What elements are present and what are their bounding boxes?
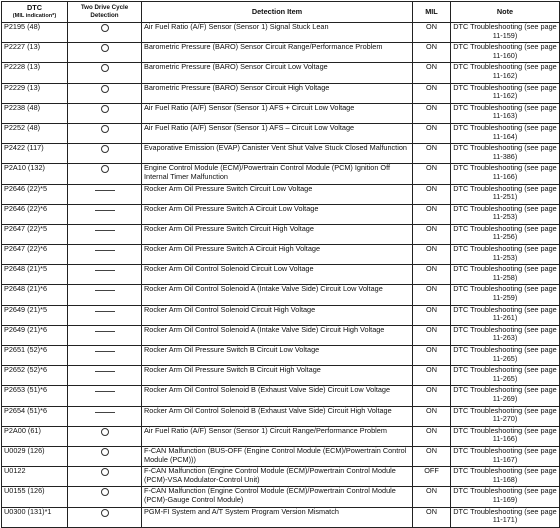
circle-icon — [101, 509, 109, 517]
dash-icon — [95, 331, 115, 332]
table-row — [2, 103, 560, 123]
cell-dtc: U0155 (126) — [2, 487, 68, 507]
table-row — [2, 184, 560, 204]
circle-icon — [101, 488, 109, 496]
cell-detection-item: F-CAN Malfunction (Engine Control Module (ECM)/Powertrain Control Module (PCM)-Gauge Control Module) — [142, 487, 413, 507]
cell-two-drive — [68, 265, 142, 285]
cell-mil: ON — [413, 184, 451, 204]
cell-two-drive — [68, 305, 142, 325]
cell-two-drive — [68, 144, 142, 164]
cell-note: DTC Troubleshooting (see page 11-162) — [451, 83, 560, 103]
cell-dtc: P2238 (48) — [2, 103, 68, 123]
cell-mil: ON — [413, 487, 451, 507]
cell-detection-item: Evaporative Emission (EVAP) Canister Vent Shut Valve Stuck Closed Malfunction — [142, 144, 413, 164]
table-row — [2, 325, 560, 345]
table-row — [2, 164, 560, 184]
cell-dtc: P2A00 (61) — [2, 426, 68, 446]
cell-two-drive — [68, 103, 142, 123]
cell-dtc: P2422 (117) — [2, 144, 68, 164]
cell-dtc: P2647 (22)*5 — [2, 224, 68, 244]
cell-dtc: P2648 (21)*5 — [2, 265, 68, 285]
cell-detection-item: Rocker Arm Oil Control Solenoid B (Exhaust Valve Side) Circuit High Voltage — [142, 406, 413, 426]
table-row — [2, 43, 560, 63]
cell-two-drive — [68, 43, 142, 63]
table-header-row — [2, 2, 560, 23]
cell-detection-item: Air Fuel Ratio (A/F) Sensor (Sensor 1) Signal Stuck Lean — [142, 23, 413, 43]
cell-two-drive — [68, 285, 142, 305]
cell-note: DTC Troubleshooting (see page 11-256) — [451, 224, 560, 244]
cell-note: DTC Troubleshooting (see page 11-166) — [451, 426, 560, 446]
table-row — [2, 467, 560, 487]
cell-two-drive — [68, 386, 142, 406]
table-row — [2, 265, 560, 285]
cell-dtc: P2646 (22)*5 — [2, 184, 68, 204]
cell-detection-item: Rocker Arm Oil Control Solenoid A (Intake Valve Side) Circuit Low Voltage — [142, 285, 413, 305]
cell-detection-item: Rocker Arm Oil Pressure Switch B Circuit Low Voltage — [142, 346, 413, 366]
cell-note: DTC Troubleshooting (see page 11-265) — [451, 366, 560, 386]
table-body — [2, 23, 560, 528]
cell-note: DTC Troubleshooting (see page 11-167) — [451, 446, 560, 466]
dash-icon — [95, 190, 115, 191]
dtc-table — [1, 1, 560, 528]
table-row — [2, 366, 560, 386]
cell-note: DTC Troubleshooting (see page 11-164) — [451, 123, 560, 143]
cell-note: DTC Troubleshooting (see page 11-261) — [451, 305, 560, 325]
table-row — [2, 23, 560, 43]
circle-icon — [101, 85, 109, 93]
circle-icon — [101, 24, 109, 32]
cell-note: DTC Troubleshooting (see page 11-270) — [451, 406, 560, 426]
circle-icon — [101, 448, 109, 456]
cell-dtc: P2227 (13) — [2, 43, 68, 63]
cell-two-drive — [68, 245, 142, 265]
cell-note: DTC Troubleshooting (see page 11-169) — [451, 487, 560, 507]
cell-dtc: P2649 (21)*5 — [2, 305, 68, 325]
circle-icon — [101, 165, 109, 173]
cell-note: DTC Troubleshooting (see page 11-166) — [451, 164, 560, 184]
cell-two-drive — [68, 507, 142, 527]
cell-mil: ON — [413, 325, 451, 345]
table-row — [2, 224, 560, 244]
cell-mil: ON — [413, 507, 451, 527]
cell-mil: ON — [413, 245, 451, 265]
cell-two-drive — [68, 467, 142, 487]
cell-detection-item: Rocker Arm Oil Pressure Switch A Circuit Low Voltage — [142, 204, 413, 224]
cell-detection-item: F-CAN Malfunction (Engine Control Module (ECM)/Powertrain Control Module (PCM)-VSA Modulator-Control Unit) — [142, 467, 413, 487]
cell-detection-item: Barometric Pressure (BARO) Sensor Circuit Range/Performance Problem — [142, 43, 413, 63]
dash-icon — [95, 412, 115, 413]
header-dtc — [2, 2, 68, 23]
cell-detection-item: PGM-FI System and A/T System Program Version Mismatch — [142, 507, 413, 527]
cell-two-drive — [68, 487, 142, 507]
cell-note: DTC Troubleshooting (see page 11-259) — [451, 285, 560, 305]
cell-detection-item: Rocker Arm Oil Control Solenoid Circuit Low Voltage — [142, 265, 413, 285]
cell-note: DTC Troubleshooting (see page 11-263) — [451, 325, 560, 345]
cell-dtc: P2652 (52)*6 — [2, 366, 68, 386]
cell-detection-item: Air Fuel Ratio (A/F) Sensor (Sensor 1) AFS – Circuit Low Voltage — [142, 123, 413, 143]
table-row — [2, 446, 560, 466]
cell-mil: ON — [413, 123, 451, 143]
cell-two-drive — [68, 123, 142, 143]
dash-icon — [95, 311, 115, 312]
cell-dtc: P2646 (22)*6 — [2, 204, 68, 224]
cell-mil: ON — [413, 426, 451, 446]
cell-two-drive — [68, 83, 142, 103]
cell-two-drive — [68, 184, 142, 204]
cell-note: DTC Troubleshooting (see page 11-258) — [451, 265, 560, 285]
circle-icon — [101, 428, 109, 436]
cell-mil: ON — [413, 446, 451, 466]
cell-detection-item: Rocker Arm Oil Pressure Switch B Circuit High Voltage — [142, 366, 413, 386]
cell-dtc: P2648 (21)*6 — [2, 285, 68, 305]
cell-dtc: P2654 (51)*6 — [2, 406, 68, 426]
cell-note: DTC Troubleshooting (see page 11-251) — [451, 184, 560, 204]
cell-two-drive — [68, 426, 142, 446]
header-dtc-sub: (MIL indication*) — [12, 13, 57, 19]
dash-icon — [95, 250, 115, 251]
cell-mil: ON — [413, 204, 451, 224]
table-row — [2, 144, 560, 164]
cell-note: DTC Troubleshooting (see page 11-159) — [451, 23, 560, 43]
header-item: Detection Item — [142, 2, 413, 23]
cell-two-drive — [68, 164, 142, 184]
cell-detection-item: Engine Control Module (ECM)/Powertrain Control Module (PCM) Ignition Off Internal Timer Malfunction — [142, 164, 413, 184]
cell-mil: ON — [413, 43, 451, 63]
cell-detection-item: Rocker Arm Oil Control Solenoid B (Exhaust Valve Side) Circuit Low Voltage — [142, 386, 413, 406]
cell-dtc: U0029 (126) — [2, 446, 68, 466]
cell-dtc: P2229 (13) — [2, 83, 68, 103]
cell-dtc: P2647 (22)*6 — [2, 245, 68, 265]
cell-two-drive — [68, 63, 142, 83]
table-row — [2, 346, 560, 366]
cell-mil: ON — [413, 144, 451, 164]
cell-note: DTC Troubleshooting (see page 11-265) — [451, 346, 560, 366]
cell-note: DTC Troubleshooting (see page 11-253) — [451, 204, 560, 224]
cell-note: DTC Troubleshooting (see page 11-253) — [451, 245, 560, 265]
cell-detection-item: Rocker Arm Oil Control Solenoid Circuit High Voltage — [142, 305, 413, 325]
table-row — [2, 507, 560, 527]
cell-mil: ON — [413, 386, 451, 406]
cell-mil: ON — [413, 23, 451, 43]
dash-icon — [95, 351, 115, 352]
dash-icon — [95, 230, 115, 231]
table-row — [2, 204, 560, 224]
header-mil: MIL — [413, 2, 451, 23]
cell-mil: OFF — [413, 467, 451, 487]
circle-icon — [101, 44, 109, 52]
cell-detection-item: Rocker Arm Oil Pressure Switch A Circuit High Voltage — [142, 245, 413, 265]
cell-dtc: P2252 (48) — [2, 123, 68, 143]
cell-detection-item: Rocker Arm Oil Pressure Switch Circuit Low Voltage — [142, 184, 413, 204]
cell-dtc: U0300 (131)*1 — [2, 507, 68, 527]
cell-detection-item: Rocker Arm Oil Control Solenoid A (Intake Valve Side) Circuit High Voltage — [142, 325, 413, 345]
cell-two-drive — [68, 204, 142, 224]
cell-two-drive — [68, 346, 142, 366]
table-row — [2, 487, 560, 507]
dash-icon — [95, 371, 115, 372]
cell-dtc: P2A10 (132) — [2, 164, 68, 184]
cell-dtc: P2195 (48) — [2, 23, 68, 43]
cell-two-drive — [68, 446, 142, 466]
cell-two-drive — [68, 406, 142, 426]
cell-mil: ON — [413, 406, 451, 426]
circle-icon — [101, 125, 109, 133]
header-dtc-label: DTC — [27, 3, 42, 12]
cell-detection-item: Rocker Arm Oil Pressure Switch Circuit High Voltage — [142, 224, 413, 244]
circle-icon — [101, 64, 109, 72]
table-row — [2, 406, 560, 426]
cell-mil: ON — [413, 305, 451, 325]
dash-icon — [95, 391, 115, 392]
cell-two-drive — [68, 325, 142, 345]
cell-dtc: P2653 (51)*6 — [2, 386, 68, 406]
cell-detection-item: F-CAN Malfunction (BUS-OFF (Engine Control Module (ECM)/Powertrain Control Module (PCM))) — [142, 446, 413, 466]
table-row — [2, 305, 560, 325]
dash-icon — [95, 270, 115, 271]
cell-detection-item: Air Fuel Ratio (A/F) Sensor (Sensor 1) Circuit Range/Performance Problem — [142, 426, 413, 446]
cell-note: DTC Troubleshooting (see page 11-386) — [451, 144, 560, 164]
cell-detection-item: Barometric Pressure (BARO) Sensor Circuit Low Voltage — [142, 63, 413, 83]
table-row — [2, 83, 560, 103]
table-row — [2, 123, 560, 143]
cell-note: DTC Troubleshooting (see page 11-160) — [451, 43, 560, 63]
cell-dtc: P2651 (52)*6 — [2, 346, 68, 366]
table-row — [2, 426, 560, 446]
header-note: Note — [451, 2, 560, 23]
cell-detection-item: Air Fuel Ratio (A/F) Sensor (Sensor 1) AFS + Circuit Low Voltage — [142, 103, 413, 123]
dash-icon — [95, 290, 115, 291]
table-row — [2, 63, 560, 83]
cell-mil: ON — [413, 164, 451, 184]
cell-dtc: P2228 (13) — [2, 63, 68, 83]
dash-icon — [95, 210, 115, 211]
cell-mil: ON — [413, 63, 451, 83]
cell-dtc: P2649 (21)*6 — [2, 325, 68, 345]
table-row — [2, 285, 560, 305]
circle-icon — [101, 145, 109, 153]
cell-two-drive — [68, 23, 142, 43]
cell-mil: ON — [413, 285, 451, 305]
table-row — [2, 245, 560, 265]
cell-mil: ON — [413, 265, 451, 285]
cell-detection-item: Barometric Pressure (BARO) Sensor Circuit High Voltage — [142, 83, 413, 103]
circle-icon — [101, 105, 109, 113]
cell-dtc: U0122 — [2, 467, 68, 487]
cell-mil: ON — [413, 83, 451, 103]
cell-note: DTC Troubleshooting (see page 11-168) — [451, 467, 560, 487]
cell-two-drive — [68, 224, 142, 244]
cell-mil: ON — [413, 224, 451, 244]
cell-note: DTC Troubleshooting (see page 11-162) — [451, 63, 560, 83]
cell-two-drive — [68, 366, 142, 386]
header-two-drive: Two Drive Cycle Detection — [68, 2, 142, 23]
cell-mil: ON — [413, 346, 451, 366]
cell-mil: ON — [413, 366, 451, 386]
table-row — [2, 386, 560, 406]
cell-note: DTC Troubleshooting (see page 11-269) — [451, 386, 560, 406]
circle-icon — [101, 468, 109, 476]
cell-note: DTC Troubleshooting (see page 11-163) — [451, 103, 560, 123]
cell-note: DTC Troubleshooting (see page 11-171) — [451, 507, 560, 527]
cell-mil: ON — [413, 103, 451, 123]
